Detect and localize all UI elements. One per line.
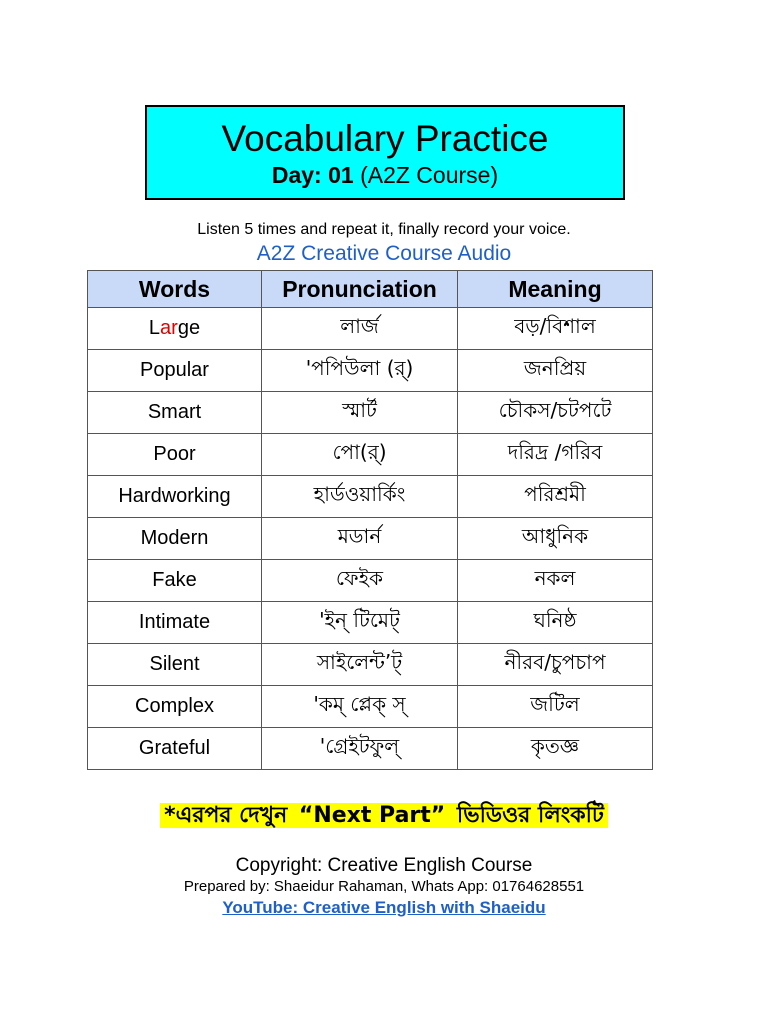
meaning-cell: কৃতজ্ঞ	[458, 728, 653, 770]
meaning-cell: জনপ্রিয়	[458, 350, 653, 392]
word-cell: Complex	[88, 686, 262, 728]
pronunciation-cell: সাইলেন্ট’ট্	[262, 644, 458, 686]
table-row	[88, 308, 653, 350]
meaning-cell: পরিশ্রমী	[458, 476, 653, 518]
word-cell: Fake	[88, 560, 262, 602]
table-header-row	[88, 271, 653, 308]
course-label: (A2Z Course)	[360, 162, 499, 188]
prepared-by-text: Prepared by: Shaeidur Rahaman, Whats App: 01764628551	[183, 878, 585, 895]
pronunciation-cell: ফেইক	[262, 560, 458, 602]
word-cell: Grateful	[88, 728, 262, 770]
table-row	[88, 644, 653, 686]
pronunciation-cell: হার্ডওয়ার্কিং	[262, 476, 458, 518]
word-cell: Silent	[88, 644, 262, 686]
pronunciation-cell: 'গ্রেইটফুল্	[262, 728, 458, 770]
next-part-banner	[0, 798, 768, 835]
column-header-meaning: Meaning	[458, 271, 653, 308]
next-part-quoted: “Next Part”	[298, 803, 446, 828]
pronunciation-cell: মডার্ন	[262, 518, 458, 560]
pronunciation-cell: 'পপিউলা (র্)	[262, 350, 458, 392]
day-label: Day: 01	[271, 162, 354, 188]
stress-highlight: ar	[160, 317, 178, 339]
word-cell: Popular	[88, 350, 262, 392]
next-part-suffix: ভিডিওর লিংকটি	[449, 803, 604, 828]
meaning-cell: আধুনিক	[458, 518, 653, 560]
title-box	[145, 105, 625, 200]
pronunciation-cell: 'ইন্ টিমেট্	[262, 602, 458, 644]
table-row	[88, 686, 653, 728]
page-title: Vocabulary Practice	[221, 118, 549, 159]
word-cell: Modern	[88, 518, 262, 560]
table-row	[88, 560, 653, 602]
word-cell: Poor	[88, 434, 262, 476]
table-row	[88, 392, 653, 434]
word-cell: Smart	[88, 392, 262, 434]
word-cell: Hardworking	[88, 476, 262, 518]
pronunciation-cell: 'কম্ প্লেক্ স্	[262, 686, 458, 728]
column-header-pronunciation: Pronunciation	[262, 271, 458, 308]
copyright-text: Copyright: Creative English Course	[235, 855, 533, 876]
next-part-highlight	[160, 803, 608, 828]
pronunciation-cell: পো(র্)	[262, 434, 458, 476]
instruction-text: Listen 5 times and repeat it, finally record your voice.	[197, 221, 571, 238]
meaning-cell: নকল	[458, 560, 653, 602]
youtube-link[interactable]: YouTube: Creative English with Shaeidu	[222, 898, 546, 917]
meaning-cell: নীরব/চুপচাপ	[458, 644, 653, 686]
table-row	[88, 602, 653, 644]
column-header-words: Words	[88, 271, 262, 308]
table-row	[88, 728, 653, 770]
word-cell	[88, 308, 262, 350]
word-part: L	[148, 317, 161, 339]
table-row	[88, 518, 653, 560]
vocabulary-table	[87, 270, 653, 770]
day-line	[147, 161, 623, 189]
meaning-cell: দরিদ্র /গরিব	[458, 434, 653, 476]
pronunciation-cell: স্মার্ট	[262, 392, 458, 434]
meaning-cell: বড়/বিশাল	[458, 308, 653, 350]
audio-link[interactable]: A2Z Creative Course Audio	[256, 242, 512, 265]
table-row	[88, 350, 653, 392]
next-part-prefix: *এরপর দেখুন	[164, 803, 295, 828]
pronunciation-cell: লার্জ	[262, 308, 458, 350]
meaning-cell: জটিল	[458, 686, 653, 728]
table-row	[88, 434, 653, 476]
word-cell: Intimate	[88, 602, 262, 644]
meaning-cell: ঘনিষ্ঠ	[458, 602, 653, 644]
meaning-cell: চৌকস/চটপটে	[458, 392, 653, 434]
table-row	[88, 476, 653, 518]
word-part: ge	[177, 317, 201, 339]
